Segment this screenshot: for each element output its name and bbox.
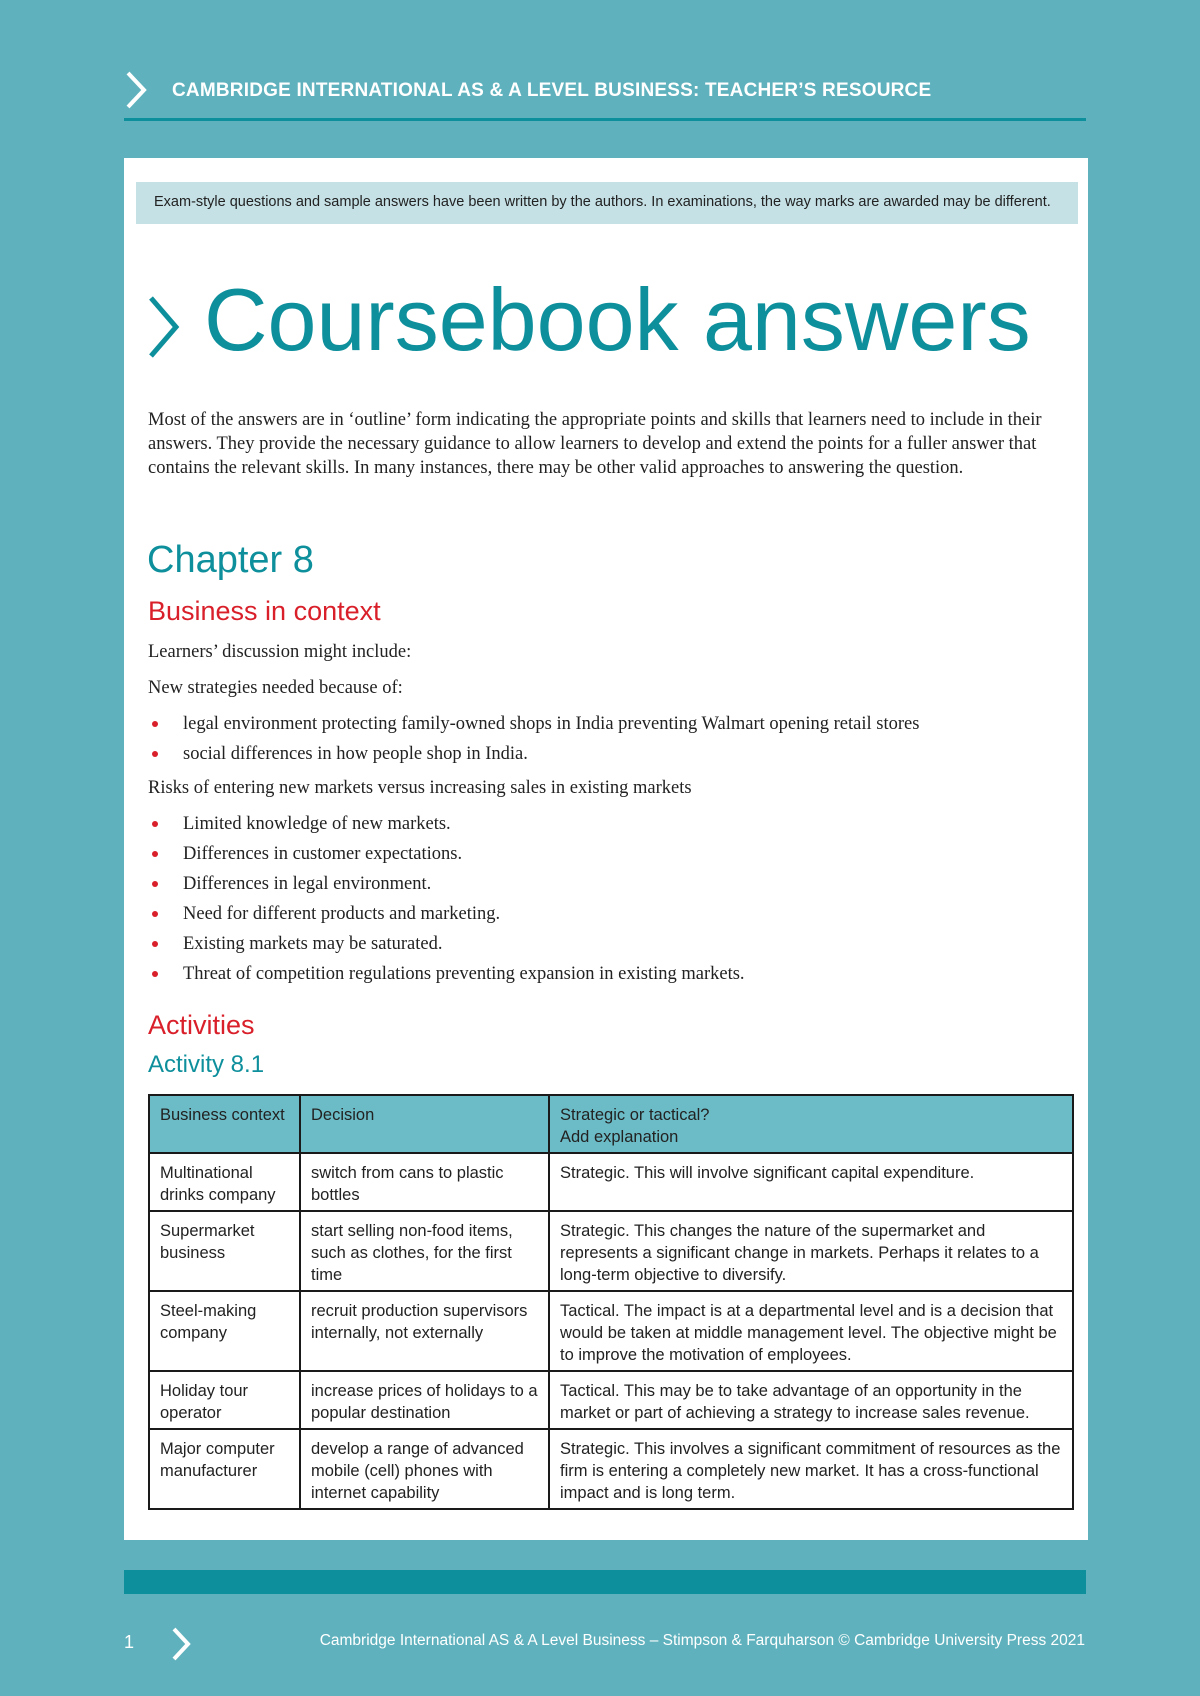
intro-paragraph: Most of the answers are in ‘outline’ form indicating the appropriate points and skills that learners need to include in their answers. They provide the necessary guidance to allow learners to develop and extend the points for a fuller answer that contains the relevant skills. In many instances, there may be other valid approaches to answering the question. bbox=[148, 410, 1042, 478]
bullet-icon bbox=[152, 941, 158, 947]
table-cell: Steel-making company bbox=[149, 1291, 300, 1371]
table-cell: start selling non-food items, such as clothes, for the first time bbox=[300, 1211, 549, 1291]
table-cell: Major computer manufacturer bbox=[149, 1429, 300, 1509]
table-cell: Multinational drinks company bbox=[149, 1153, 300, 1211]
header-title: CAMBRIDGE INTERNATIONAL AS & A LEVEL BUSINESS: TEACHER’S RESOURCE bbox=[172, 80, 932, 101]
footer-bar bbox=[124, 1570, 1086, 1594]
bullet-icon bbox=[152, 881, 158, 887]
activities-heading: Activities bbox=[148, 1010, 255, 1040]
table-cell: Strategic. This changes the nature of the supermarket and represents a significant change in markets. Perhaps it relates to a long-term objective to diversify. bbox=[549, 1211, 1073, 1291]
table-row bbox=[149, 1153, 1073, 1211]
table-cell: recruit production supervisors internally, not externally bbox=[300, 1291, 549, 1371]
bullet-icon bbox=[152, 751, 158, 757]
chevron-right-icon bbox=[146, 294, 182, 360]
list-item: Differences in customer expectations. bbox=[148, 842, 745, 872]
bullet-icon bbox=[152, 721, 158, 727]
chevron-right-icon bbox=[170, 1626, 192, 1662]
table-cell: Strategic. This will involve significant capital expenditure. bbox=[549, 1153, 1073, 1211]
column-header: Strategic or tactical? Add explanation bbox=[549, 1095, 1073, 1153]
table-row bbox=[149, 1291, 1073, 1371]
list-item: Limited knowledge of new markets. bbox=[148, 812, 745, 842]
strategies-list bbox=[148, 712, 919, 772]
list-item: Existing markets may be saturated. bbox=[148, 932, 745, 962]
business-in-context-heading: Business in context bbox=[148, 596, 381, 626]
table-cell: Tactical. The impact is at a departmental level and is a decision that would be taken at middle management level. The objective might be to improve the motivation of employees. bbox=[549, 1291, 1073, 1371]
bullet-icon bbox=[152, 851, 158, 857]
list-item: Threat of competition regulations preventing expansion in existing markets. bbox=[148, 962, 745, 992]
table-cell: Supermarket business bbox=[149, 1211, 300, 1291]
table-row bbox=[149, 1211, 1073, 1291]
list-item: Need for different products and marketing. bbox=[148, 902, 745, 932]
list-item: legal environment protecting family-owned shops in India preventing Walmart opening retail stores bbox=[148, 712, 919, 742]
page-title-text: Coursebook answers bbox=[204, 270, 1031, 369]
chapter-heading: Chapter 8 bbox=[147, 539, 314, 581]
table-cell: develop a range of advanced mobile (cell) phones with internet capability bbox=[300, 1429, 549, 1509]
activity-title: Activity 8.1 bbox=[148, 1051, 265, 1078]
activity-table bbox=[148, 1094, 1074, 1510]
table-header-row bbox=[149, 1095, 1073, 1153]
table-cell: increase prices of holidays to a popular destination bbox=[300, 1371, 549, 1429]
content-panel bbox=[124, 158, 1088, 1540]
risks-intro: Risks of entering new markets versus increasing sales in existing markets bbox=[148, 778, 692, 798]
table-cell: Strategic. This involves a significant commitment of resources as the firm is entering a completely new market. It has a cross-functional impact and is long term. bbox=[549, 1429, 1073, 1509]
discussion-lead: Learners’ discussion might include: bbox=[148, 642, 412, 662]
list-item: Differences in legal environment. bbox=[148, 872, 745, 902]
bullet-icon bbox=[152, 911, 158, 917]
column-header: Business context bbox=[149, 1095, 300, 1153]
table-cell: switch from cans to plastic bottles bbox=[300, 1153, 549, 1211]
strategies-intro: New strategies needed because of: bbox=[148, 678, 403, 698]
bullet-icon bbox=[152, 971, 158, 977]
table-cell: Holiday tour operator bbox=[149, 1371, 300, 1429]
table-row bbox=[149, 1429, 1073, 1509]
table-row bbox=[149, 1371, 1073, 1429]
column-header: Decision bbox=[300, 1095, 549, 1153]
page-header bbox=[124, 68, 1086, 121]
list-item: social differences in how people shop in India. bbox=[148, 742, 919, 772]
chevron-right-icon bbox=[124, 70, 148, 110]
disclaimer-box: Exam-style questions and sample answers have been written by the authors. In examinations, the way marks are awarded may be different. bbox=[136, 182, 1078, 224]
risks-list bbox=[148, 812, 745, 992]
table-cell: Tactical. This may be to take advantage of an opportunity in the market or part of achieving a strategy to increase sales revenue. bbox=[549, 1371, 1073, 1429]
page-number: 1 bbox=[124, 1632, 135, 1652]
footer-copyright: Cambridge International AS & A Level Business – Stimpson & Farquharson © Cambridge University Press 2021 bbox=[319, 1632, 1085, 1649]
bullet-icon bbox=[152, 821, 158, 827]
